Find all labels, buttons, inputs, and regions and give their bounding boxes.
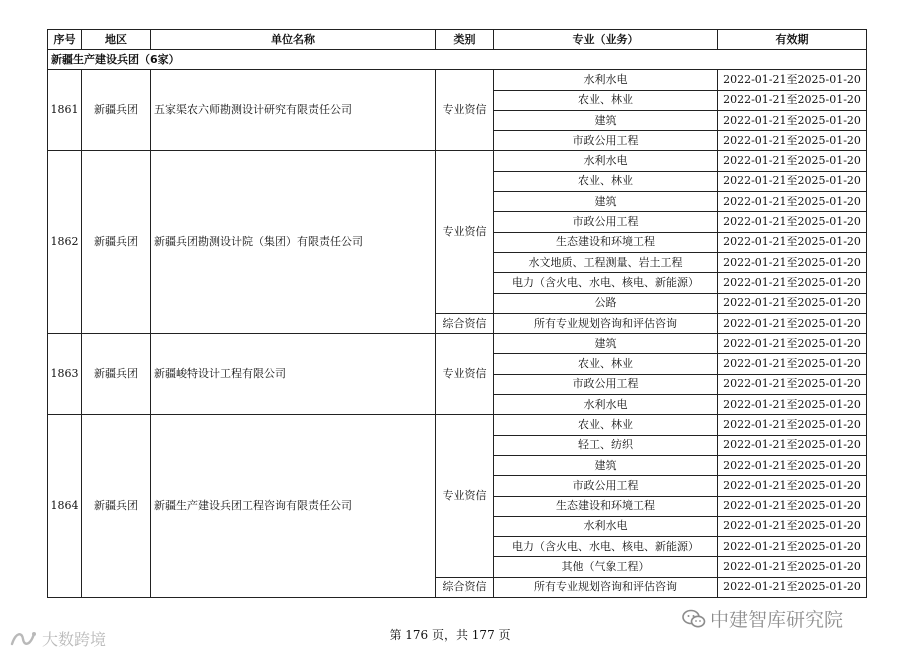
entry-specialty: 电力（含火电、水电、核电、新能源） bbox=[494, 537, 718, 557]
entry-specialty: 所有专业规划咨询和评估咨询 bbox=[494, 577, 718, 597]
header-category: 类别 bbox=[436, 30, 494, 50]
entry-specialty: 生态建设和环境工程 bbox=[494, 232, 718, 252]
entry-category: 专业资信 bbox=[436, 415, 494, 577]
entry-number: 1864 bbox=[48, 415, 82, 598]
table-header-row bbox=[48, 30, 867, 50]
entry-specialty: 水文地质、工程测量、岩土工程 bbox=[494, 252, 718, 272]
entry-specialty: 农业、林业 bbox=[494, 415, 718, 435]
entry-validity: 2022-01-21至2025-01-20 bbox=[718, 516, 867, 536]
entry-number: 1862 bbox=[48, 151, 82, 334]
entry-number: 1861 bbox=[48, 70, 82, 151]
entry-specialty: 公路 bbox=[494, 293, 718, 313]
entry-specialty: 电力（含火电、水电、核电、新能源） bbox=[494, 273, 718, 293]
entry-unit-name: 新疆生产建设兵团工程咨询有限责任公司 bbox=[151, 415, 436, 598]
entry-specialty: 水利水电 bbox=[494, 395, 718, 415]
entry-specialty: 市政公用工程 bbox=[494, 374, 718, 394]
table-row bbox=[48, 151, 867, 171]
table-row bbox=[48, 415, 867, 435]
entry-category: 综合资信 bbox=[436, 577, 494, 597]
watermark-left bbox=[8, 627, 106, 650]
header-no: 序号 bbox=[48, 30, 82, 50]
entry-specialty: 市政公用工程 bbox=[494, 212, 718, 232]
watermark-right bbox=[682, 605, 843, 632]
header-validity: 有效期 bbox=[718, 30, 867, 50]
header-specialty: 专业（业务） bbox=[494, 30, 718, 50]
entry-validity: 2022-01-21至2025-01-20 bbox=[718, 537, 867, 557]
entry-region: 新疆兵团 bbox=[82, 334, 151, 415]
entry-validity: 2022-01-21至2025-01-20 bbox=[718, 354, 867, 374]
header-region: 地区 bbox=[82, 30, 151, 50]
entry-validity: 2022-01-21至2025-01-20 bbox=[718, 131, 867, 151]
entry-category: 综合资信 bbox=[436, 313, 494, 333]
entry-validity: 2022-01-21至2025-01-20 bbox=[718, 557, 867, 577]
entry-specialty: 市政公用工程 bbox=[494, 131, 718, 151]
entry-validity: 2022-01-21至2025-01-20 bbox=[718, 171, 867, 191]
entry-specialty: 农业、林业 bbox=[494, 171, 718, 191]
entry-validity: 2022-01-21至2025-01-20 bbox=[718, 110, 867, 130]
entry-specialty: 水利水电 bbox=[494, 70, 718, 90]
wechat-icon bbox=[682, 609, 706, 629]
entry-specialty: 建筑 bbox=[494, 192, 718, 212]
entry-specialty: 轻工、纺织 bbox=[494, 435, 718, 455]
header-unit-name: 单位名称 bbox=[151, 30, 436, 50]
entry-validity: 2022-01-21至2025-01-20 bbox=[718, 496, 867, 516]
entry-validity: 2022-01-21至2025-01-20 bbox=[718, 374, 867, 394]
entry-specialty: 建筑 bbox=[494, 110, 718, 130]
watermark-right-text: 中建智库研究院 bbox=[710, 609, 844, 631]
entry-specialty: 建筑 bbox=[494, 455, 718, 475]
section-row bbox=[48, 50, 867, 70]
entry-validity: 2022-01-21至2025-01-20 bbox=[718, 577, 867, 597]
entry-validity: 2022-01-21至2025-01-20 bbox=[718, 70, 867, 90]
entry-unit-name: 新疆兵团勘测设计院（集团）有限责任公司 bbox=[151, 151, 436, 334]
entry-region: 新疆兵团 bbox=[82, 70, 151, 151]
entry-validity: 2022-01-21至2025-01-20 bbox=[718, 90, 867, 110]
entry-validity: 2022-01-21至2025-01-20 bbox=[718, 313, 867, 333]
entry-validity: 2022-01-21至2025-01-20 bbox=[718, 232, 867, 252]
entry-validity: 2022-01-21至2025-01-20 bbox=[718, 252, 867, 272]
table-row bbox=[48, 334, 867, 354]
entry-unit-name: 五家渠农六师勘测设计研究有限责任公司 bbox=[151, 70, 436, 151]
entry-validity: 2022-01-21至2025-01-20 bbox=[718, 293, 867, 313]
entry-category: 专业资信 bbox=[436, 151, 494, 313]
entry-region: 新疆兵团 bbox=[82, 151, 151, 334]
entry-specialty: 水利水电 bbox=[494, 151, 718, 171]
entry-validity: 2022-01-21至2025-01-20 bbox=[718, 435, 867, 455]
entry-validity: 2022-01-21至2025-01-20 bbox=[718, 273, 867, 293]
entry-specialty: 生态建设和环境工程 bbox=[494, 496, 718, 516]
entry-specialty: 建筑 bbox=[494, 334, 718, 354]
entry-specialty: 其他（气象工程） bbox=[494, 557, 718, 577]
entry-specialty: 所有专业规划咨询和评估咨询 bbox=[494, 313, 718, 333]
entry-validity: 2022-01-21至2025-01-20 bbox=[718, 192, 867, 212]
entry-number: 1863 bbox=[48, 334, 82, 415]
entry-specialty: 农业、林业 bbox=[494, 354, 718, 374]
qualification-table bbox=[47, 29, 867, 598]
entry-validity: 2022-01-21至2025-01-20 bbox=[718, 334, 867, 354]
page-number: 第 176 页，共 177 页 bbox=[389, 628, 511, 642]
entry-validity: 2022-01-21至2025-01-20 bbox=[718, 455, 867, 475]
entry-specialty: 水利水电 bbox=[494, 516, 718, 536]
entry-specialty: 农业、林业 bbox=[494, 90, 718, 110]
entry-unit-name: 新疆峻特设计工程有限公司 bbox=[151, 334, 436, 415]
entry-validity: 2022-01-21至2025-01-20 bbox=[718, 212, 867, 232]
entry-category: 专业资信 bbox=[436, 70, 494, 151]
watermark-left-text: 大数跨境 bbox=[42, 630, 107, 649]
platform-logo-icon bbox=[8, 629, 38, 649]
entry-validity: 2022-01-21至2025-01-20 bbox=[718, 151, 867, 171]
entry-validity: 2022-01-21至2025-01-20 bbox=[718, 395, 867, 415]
entry-region: 新疆兵团 bbox=[82, 415, 151, 598]
entry-specialty: 市政公用工程 bbox=[494, 476, 718, 496]
entry-validity: 2022-01-21至2025-01-20 bbox=[718, 476, 867, 496]
entry-validity: 2022-01-21至2025-01-20 bbox=[718, 415, 867, 435]
table-body bbox=[48, 50, 867, 598]
table-row bbox=[48, 70, 867, 90]
entry-category: 专业资信 bbox=[436, 334, 494, 415]
section-title: 新疆生产建设兵团（6家） bbox=[48, 50, 867, 70]
